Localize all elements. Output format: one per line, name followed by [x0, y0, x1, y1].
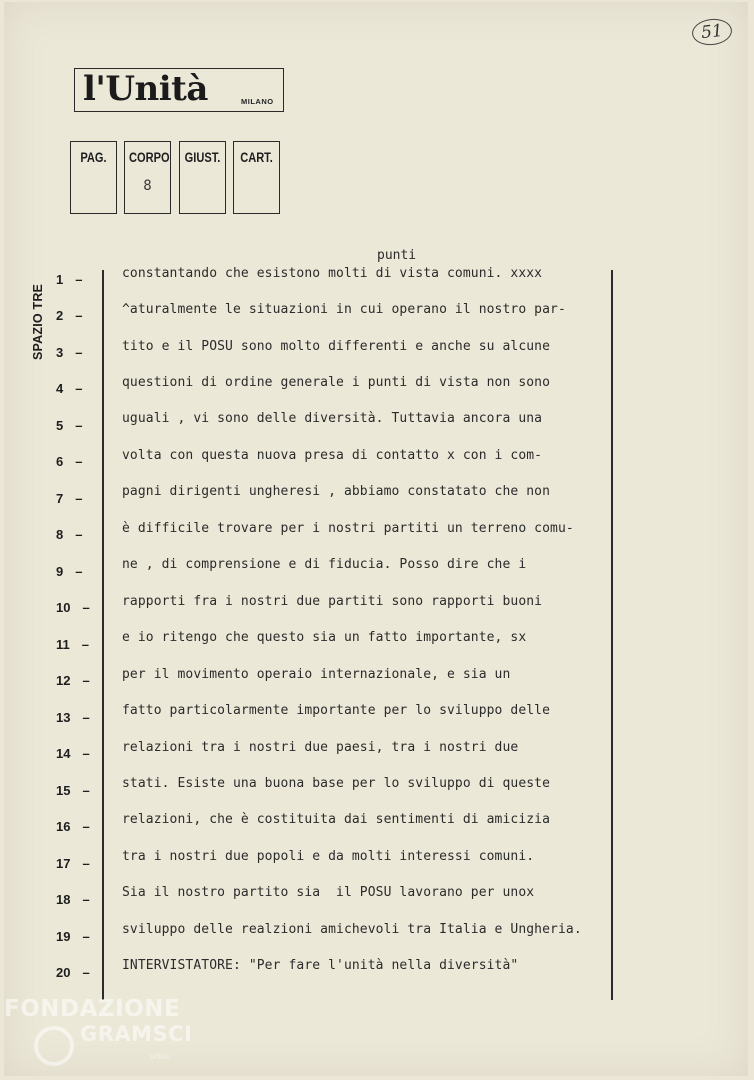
typed-line: relazioni tra i nostri due paesi, tra i nostri due: [122, 740, 519, 755]
typed-line: volta con questa nuova presa di contatto x con i com-: [122, 448, 543, 463]
watermark-fondazione: FONDAZIONE: [4, 996, 181, 1022]
form-box-label: GIUST.: [184, 150, 221, 165]
typed-line: tito e il POSU sono molto differenti e anche su alcune: [122, 339, 551, 354]
line-number: 13 –: [56, 710, 90, 725]
form-box-giust: [179, 141, 226, 214]
masthead-city: MILANO: [241, 97, 274, 106]
typed-line: stati. Esiste una buona base per lo sviluppo di queste: [122, 776, 551, 791]
line-number: 1 –: [56, 272, 83, 287]
typed-line: relazioni, che è costituita dai sentimenti di amicizia: [122, 812, 551, 827]
typed-line: uguali , vi sono delle diversità. Tuttavia ancora una: [122, 411, 543, 426]
typed-line: per il movimento operaio internazionale, e sia un: [122, 667, 511, 682]
line-number: 16 –: [56, 819, 90, 834]
handwritten-page-number: 51: [691, 17, 733, 47]
line-number: 9 –: [56, 564, 83, 579]
line-number: 19 –: [56, 929, 90, 944]
form-box-label: PAG.: [80, 150, 107, 165]
right-margin-rule: [611, 270, 613, 1000]
line-number: 4 –: [56, 381, 83, 396]
line-number: 7 –: [56, 491, 83, 506]
line-number: 20 –: [56, 965, 90, 980]
form-box-cart: [233, 141, 280, 214]
typed-line: e io ritengo che questo sia un fatto importante, sx: [122, 630, 527, 645]
line-number: 11 –: [56, 637, 89, 652]
typed-line: ^aturalmente le situazioni in cui operano il nostro par-: [122, 302, 566, 317]
line-number: 5 –: [56, 418, 83, 433]
line-number: 8 –: [56, 527, 83, 542]
line-number: 12 –: [56, 673, 90, 688]
form-box-pag: [70, 141, 117, 214]
typed-line: fatto particolarmente importante per lo sviluppo delle: [122, 703, 551, 718]
newspaper-masthead: [74, 68, 284, 112]
form-box-label: CART.: [240, 150, 273, 165]
watermark-onlus: onlus: [150, 1052, 170, 1061]
left-margin-rule: [102, 270, 104, 1000]
form-box-label: CORPO: [129, 150, 170, 165]
typed-line: tra i nostri due popoli e da molti interessi comuni.: [122, 849, 535, 864]
form-box-corpo: [124, 141, 171, 214]
typed-line: pagni dirigenti ungheresi , abbiamo constatato che non: [122, 484, 551, 499]
typed-line: INTERVISTATORE: "Per fare l'unità nella diversità": [122, 958, 519, 973]
side-label-spazio: SPAZIO TRE: [31, 283, 45, 360]
line-number: 14 –: [56, 746, 90, 761]
form-box-value: 8: [143, 178, 152, 194]
line-number: 3 –: [56, 345, 83, 360]
document-page: [4, 2, 748, 1076]
line-number: 18 –: [56, 892, 90, 907]
line-number: 2 –: [56, 308, 83, 323]
line-number: 17 –: [56, 856, 90, 871]
typed-line: sviluppo delle realzioni amichevoli tra Italia e Ungheria.: [122, 922, 582, 937]
masthead-title: l'Unità: [83, 69, 208, 109]
typed-line: questioni di ordine generale i punti di vista non sono: [122, 375, 551, 390]
watermark-logo-icon: [34, 1026, 74, 1066]
handwritten-insertion: punti: [377, 248, 417, 263]
typed-line: ne , di comprensione e di fiducia. Posso dire che i: [122, 557, 527, 572]
typed-line: rapporti fra i nostri due partiti sono rapporti buoni: [122, 594, 543, 609]
typed-line: Sia il nostro partito sia il POSU lavorano per unox: [122, 885, 535, 900]
line-number: 6 –: [56, 454, 83, 469]
typed-line: constantando che esistono molti di vista comuni. xxxx: [122, 266, 543, 281]
line-number: 15 –: [56, 783, 90, 798]
watermark-gramsci: GRAMSCI: [80, 1022, 193, 1046]
typed-line: è difficile trovare per i nostri partiti un terreno comu-: [122, 521, 574, 536]
line-number: 10 –: [56, 600, 90, 615]
